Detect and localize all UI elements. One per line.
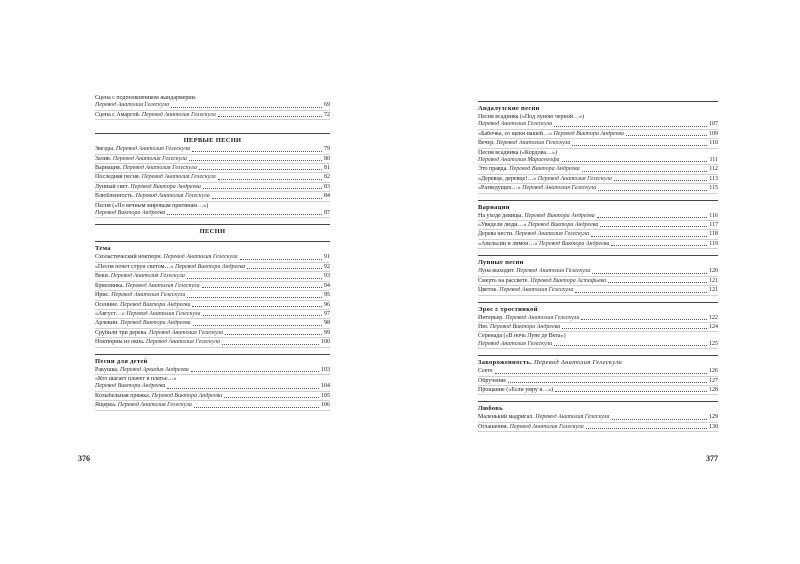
entry-title: «Песня почет струн светом…» — [95, 263, 174, 270]
leader-dots — [191, 371, 319, 372]
entry-page: 72 — [324, 111, 330, 118]
toc-entry — [478, 424, 718, 432]
entry-page: 111 — [709, 157, 718, 164]
entry-title: Сцена с Амаргой. — [95, 111, 141, 118]
toc-entry — [95, 254, 330, 262]
leader-dots — [225, 334, 322, 335]
leader-dots — [193, 325, 322, 326]
toc-entry — [95, 102, 330, 110]
entry-title: «Бабочка, со щеки нашей…» — [478, 130, 552, 137]
entry-page: 99 — [324, 329, 330, 336]
entry-title: Ноктюрны из окна. — [95, 339, 145, 346]
entry-translator: Перевод Виктора Андреева — [527, 222, 599, 229]
leader-dots — [598, 190, 707, 191]
leader-dots — [592, 273, 707, 274]
entry-title: «Увидели люди…» — [478, 222, 527, 229]
entry-title: Цветок. — [478, 287, 498, 294]
toc-section — [95, 224, 330, 235]
toc-entry — [95, 320, 330, 328]
entry-page: 129 — [709, 414, 718, 421]
leader-dots — [555, 391, 707, 392]
entry-title: Арлекин. — [95, 320, 119, 327]
toc-section — [478, 200, 718, 250]
section-rule — [95, 354, 330, 355]
section-heading — [95, 358, 330, 365]
entry-page: 120 — [709, 268, 718, 275]
section-heading-text: Тема — [95, 245, 111, 253]
toc-entry — [95, 95, 330, 102]
section-rule — [478, 302, 718, 303]
entry-title: Дерева нести. — [478, 231, 514, 238]
leader-dots — [202, 287, 322, 288]
entry-translator: Перевод Анатолия Гелескула — [111, 292, 186, 299]
toc-entry — [478, 231, 718, 239]
leader-dots — [203, 188, 322, 189]
leader-dots — [597, 217, 707, 218]
toc-entry — [95, 330, 330, 338]
entry-page: 80 — [324, 155, 330, 162]
toc-section — [478, 355, 718, 395]
entry-page: 96 — [324, 301, 330, 308]
leader-dots — [554, 126, 707, 127]
entry-page: 121 — [709, 277, 718, 284]
entry-page: 113 — [709, 175, 718, 182]
toc-entry — [478, 166, 718, 174]
entry-title: «Апельсин и лимон…» — [478, 240, 538, 247]
entry-translator: Перевод Анатолия Гелескула — [135, 193, 210, 200]
entry-page: 84 — [324, 193, 330, 200]
entry-title: Бриолинка. — [95, 282, 124, 289]
entry-translator: Перевод Виктора Андреева — [553, 130, 624, 137]
leader-dots — [203, 315, 322, 316]
entry-translator: Перевод Анатолия Гелескула — [122, 165, 197, 172]
toc-entry — [95, 112, 330, 120]
entry-title: Ящерка. — [95, 402, 117, 409]
leader-dots — [187, 278, 322, 279]
section-rule — [478, 401, 718, 402]
entry-page: 100 — [321, 339, 330, 346]
toc-entry — [478, 121, 718, 129]
left-page — [95, 95, 330, 412]
leader-dots — [224, 397, 319, 398]
entry-page: 128 — [709, 386, 718, 393]
entry-page: 87 — [324, 210, 330, 217]
entry-translator: Перевод Виктора Андреева — [95, 210, 166, 217]
entry-translator: Перевод Виктора Андреева — [524, 212, 595, 219]
toc-entry — [95, 193, 330, 201]
page-number-left: 376 — [78, 454, 90, 463]
leader-dots — [508, 382, 707, 383]
entry-page: 97 — [324, 310, 330, 317]
entry-title: «Разведущих…» — [478, 185, 521, 192]
section-heading-text: Любовь — [478, 405, 503, 413]
toc-entry — [478, 131, 718, 139]
toc-entry — [478, 387, 718, 395]
entry-title: Залив. — [95, 155, 112, 162]
entry-title: «Август…» — [95, 310, 125, 317]
entry-title: Песня («По вечным мировым притинам…») — [95, 202, 209, 209]
entry-title: Веки. — [95, 273, 110, 280]
leader-dots — [581, 319, 707, 320]
entry-title: Осенние. — [95, 301, 119, 308]
leader-dots — [612, 419, 708, 420]
toc-entry — [478, 140, 718, 148]
entry-page: 112 — [709, 166, 718, 173]
entry-page: 116 — [709, 212, 718, 219]
entry-translator: Перевод Виктора Андреева — [95, 383, 166, 390]
toc-entry — [95, 210, 330, 218]
toc-entry — [478, 157, 718, 165]
leader-dots — [575, 292, 707, 293]
entry-translator: Перевод Анатолия Гелескула — [522, 185, 597, 192]
leader-dots — [222, 344, 319, 345]
toc-entry — [478, 213, 718, 221]
leader-dots — [247, 268, 322, 269]
toc-entry — [95, 146, 330, 154]
section-rule — [95, 133, 330, 134]
entry-translator: Перевод Анатолия Гелескула — [516, 268, 591, 275]
section-heading-text: ПЕРВЫЕ ПЕСНИ — [183, 137, 242, 145]
entry-translator: Перевод Виктора Андреева — [489, 323, 561, 330]
right-page — [478, 95, 718, 433]
entry-translator: Перевод Анатолия Мариенгофа — [478, 157, 560, 164]
toc-section — [95, 133, 330, 218]
leader-dots — [171, 107, 322, 108]
section-heading-text: Андалузские песни — [478, 105, 540, 112]
leader-dots — [554, 345, 707, 346]
entry-translator: Перевод Анатолия Гелескула — [163, 254, 238, 261]
entry-translator: Перевод Виктора Андреева — [151, 392, 223, 399]
toc-entry — [95, 203, 330, 210]
leader-dots — [582, 171, 708, 172]
leader-dots — [562, 328, 707, 329]
entry-title: Срубили три дерева. — [95, 329, 148, 336]
entry-page: 81 — [324, 165, 330, 172]
toc-entry — [478, 268, 718, 276]
entry-title: Схоластический ноктюрн. — [95, 254, 163, 261]
entry-title: Оглашения. — [478, 423, 509, 430]
toc-entry — [95, 383, 330, 391]
entry-title: Вариация. — [95, 165, 122, 172]
entry-page: 110 — [709, 140, 718, 147]
leader-dots — [194, 407, 319, 408]
entry-translator: Перевод Анатолия Гелескула — [141, 111, 216, 118]
entry-page: 79 — [324, 146, 330, 153]
section-rule — [478, 355, 718, 356]
toc-entry — [95, 283, 330, 291]
entry-title: Звезды. — [95, 146, 115, 153]
section-rule — [95, 241, 330, 242]
entry-translator: Перевод Виктора Андреева — [120, 320, 191, 327]
toc-entry — [95, 311, 330, 319]
leader-dots — [240, 259, 322, 260]
page-number-right: 377 — [706, 454, 718, 463]
entry-page: 92 — [324, 263, 330, 270]
entry-translator: Перевод Виктора Астафьева — [530, 277, 607, 284]
entry-title: Сцена с подполковником жандармерии. — [95, 95, 197, 101]
entry-page: 115 — [709, 185, 718, 192]
toc-entry — [478, 176, 718, 184]
section-rule — [478, 255, 718, 256]
entry-page: 95 — [324, 292, 330, 299]
leader-dots — [199, 169, 322, 170]
toc-entry — [478, 114, 718, 121]
entry-page: 127 — [709, 377, 718, 384]
entry-title: Ирис. — [95, 292, 110, 299]
entry-title: Обручение — [478, 377, 507, 384]
entry-page: 98 — [324, 320, 330, 327]
section-heading-translator: Перевод Анатолия Гелескула — [533, 359, 623, 367]
entry-translator: Перевод Анатолия Гелескула — [537, 175, 612, 182]
section-heading — [478, 204, 718, 211]
entry-translator: Перевод Анатолия Гелескула — [125, 282, 200, 289]
section-rule — [478, 200, 718, 201]
toc-entry — [95, 393, 330, 401]
leader-dots — [600, 226, 707, 227]
entry-page: 126 — [709, 368, 718, 375]
entry-translator: Перевод Анатолия Гелескула — [141, 174, 216, 181]
leader-dots — [586, 428, 707, 429]
section-heading — [95, 245, 330, 252]
entry-page: 94 — [324, 282, 330, 289]
toc-section — [95, 354, 330, 411]
section-heading — [95, 137, 330, 144]
entry-translator: Перевод Аркадия Андреева — [119, 366, 189, 373]
entry-page: 121 — [709, 287, 718, 294]
entry-translator: Перевод Виктора Андреева — [174, 263, 246, 270]
entry-title: Смерть на рассвете. — [478, 277, 529, 284]
entry-translator: Перевод Анатолия Гелескула — [95, 102, 170, 109]
toc-entry — [95, 339, 330, 347]
leader-dots — [187, 297, 322, 298]
entry-title: «Деревце, деревце!…» — [478, 175, 537, 182]
entry-translator: Перевод Анатолия Гелескула — [478, 121, 553, 128]
entry-translator: Перевод Анатолия Гелескула — [505, 314, 580, 321]
entry-title: Прощание («Если умру я…») — [478, 386, 554, 393]
section-heading-text: ПЕСНИ — [199, 228, 226, 236]
entry-translator: Перевод Виктора Андреева — [120, 301, 191, 308]
entry-title: На уходе девицы. — [478, 212, 523, 219]
toc-entry — [95, 402, 330, 410]
entry-title: Луна выходит. — [478, 268, 515, 275]
leader-dots — [562, 161, 708, 162]
leader-dots — [626, 135, 707, 136]
entry-title: Ню. — [478, 323, 489, 330]
toc-entry — [95, 156, 330, 164]
leader-dots — [212, 198, 322, 199]
toc-section — [478, 401, 718, 432]
toc-entry — [478, 241, 718, 249]
leader-dots — [611, 245, 707, 246]
leader-dots — [189, 160, 322, 161]
section-heading-text: Эрос с тростинкой — [478, 305, 538, 313]
entry-translator: Перевод Анатолия Гелескула — [509, 423, 584, 430]
entry-page: 109 — [709, 130, 718, 137]
entry-title: Лунный свет. — [95, 183, 129, 190]
entry-page: 124 — [709, 323, 718, 330]
entry-title: Песня всадника («Под луною черной…») — [478, 114, 584, 120]
entry-translator: Перевод Анатолия Гелескула — [115, 146, 191, 153]
section-heading — [478, 259, 718, 266]
entry-page: 107 — [709, 121, 718, 128]
entry-page: 82 — [324, 174, 330, 181]
entry-title: «Кто шагает плачет в платье…» — [95, 375, 177, 382]
entry-page: 93 — [324, 273, 330, 280]
toc-entry — [478, 150, 718, 157]
section-rule — [95, 224, 330, 225]
entry-title: Влюбленность. — [95, 193, 135, 200]
toc-section — [95, 241, 330, 347]
entry-page: 83 — [324, 183, 330, 190]
entry-title: Колыбельная пряжка. — [95, 392, 151, 399]
section-heading-text: Завороженность. — [478, 359, 532, 367]
entry-title: Серенада («В ночь Луне де Вега») — [478, 333, 566, 340]
leader-dots — [495, 373, 707, 374]
leader-dots — [614, 180, 707, 181]
section-heading-text: Лунные песни — [478, 259, 524, 267]
entry-title: Маленький мадригал. — [478, 414, 534, 421]
toc-entry — [95, 376, 330, 383]
entry-translator: Перевод Анатолия Гелескула — [117, 402, 192, 409]
toc-section — [478, 101, 718, 194]
entry-translator: Перевод Виктора Андреева — [509, 166, 580, 173]
toc-entry — [478, 278, 718, 286]
entry-translator: Перевод Анатолия Гелескула — [110, 273, 185, 280]
leader-dots — [192, 306, 322, 307]
entry-translator: Перевод Анатолия Гелескула — [478, 340, 553, 347]
leader-dots — [608, 282, 707, 283]
entry-translator: Перевод Виктора Андреева — [538, 240, 610, 247]
entry-page: 117 — [709, 222, 718, 229]
entry-page: 91 — [324, 254, 330, 261]
entry-title: Песня всадника («Кордова…») — [478, 149, 558, 156]
entry-page: 104 — [321, 383, 330, 390]
toc-entry — [478, 222, 718, 230]
entry-translator: Перевод Анатолия Гелескула — [145, 339, 221, 346]
section-heading — [478, 405, 718, 412]
toc-entry — [478, 324, 718, 332]
leader-dots — [572, 145, 707, 146]
entry-page: 105 — [321, 392, 330, 399]
entry-page: 122 — [709, 314, 718, 321]
entry-page: 118 — [709, 231, 718, 238]
leader-dots — [167, 214, 322, 215]
toc-entry — [95, 273, 330, 281]
section-rule — [478, 101, 718, 102]
leader-dots — [218, 116, 322, 117]
toc-entry — [95, 174, 330, 182]
toc-entry — [478, 333, 718, 340]
toc-entry — [95, 367, 330, 375]
leader-dots — [167, 388, 319, 389]
entry-translator: Перевод Виктора Андреева — [130, 183, 201, 190]
entry-page: 125 — [709, 340, 718, 347]
toc-entry — [478, 341, 718, 349]
leader-dots — [192, 151, 322, 152]
toc-entry — [95, 165, 330, 173]
section-heading-text: Вариации — [478, 203, 510, 211]
toc-entry — [478, 414, 718, 422]
toc-entry — [478, 185, 718, 193]
entry-translator: Перевод Анатолия Гелескула — [514, 231, 590, 238]
entry-title: Это правда. — [478, 166, 508, 173]
entry-title: Вечер. — [478, 140, 495, 147]
entry-title: Ракушка. — [95, 366, 119, 373]
entry-translator: Перевод Анатолия Гелескула — [112, 155, 187, 162]
toc-entry — [95, 292, 330, 300]
entry-translator: Перевод Анатолия Гелескула — [535, 414, 610, 421]
entry-page: 106 — [321, 402, 330, 409]
entry-page: 103 — [321, 366, 330, 373]
leader-dots — [591, 236, 707, 237]
entry-translator: Перевод Анатолия Гелескула — [496, 140, 571, 147]
entry-page: 119 — [709, 240, 718, 247]
entry-title: Интерьер. — [478, 314, 504, 321]
toc-entry — [95, 264, 330, 272]
toc-section — [478, 255, 718, 295]
toc-entry — [478, 315, 718, 323]
entry-translator: Перевод Анатолия Гелескула — [149, 329, 224, 336]
toc-entry — [478, 287, 718, 295]
toc-entry — [95, 302, 330, 310]
toc-entry — [478, 368, 718, 376]
section-heading — [95, 228, 330, 235]
entry-title: Сеете — [478, 368, 493, 375]
entry-page: 69 — [324, 102, 330, 109]
entry-title: Последняя песня. — [95, 174, 141, 181]
section-heading-text: Песни для детей — [95, 357, 148, 365]
toc-entry — [478, 378, 718, 386]
leader-dots — [218, 179, 322, 180]
section-heading — [478, 105, 718, 112]
entry-translator: Перевод Анатолия Гелескула — [499, 287, 574, 294]
entry-page: 130 — [709, 423, 718, 430]
section-heading — [478, 306, 718, 313]
toc-entry — [95, 184, 330, 192]
entry-translator: Перевод Анатолия Гелескула — [126, 310, 201, 317]
section-heading — [478, 359, 718, 366]
toc-section — [478, 302, 718, 350]
